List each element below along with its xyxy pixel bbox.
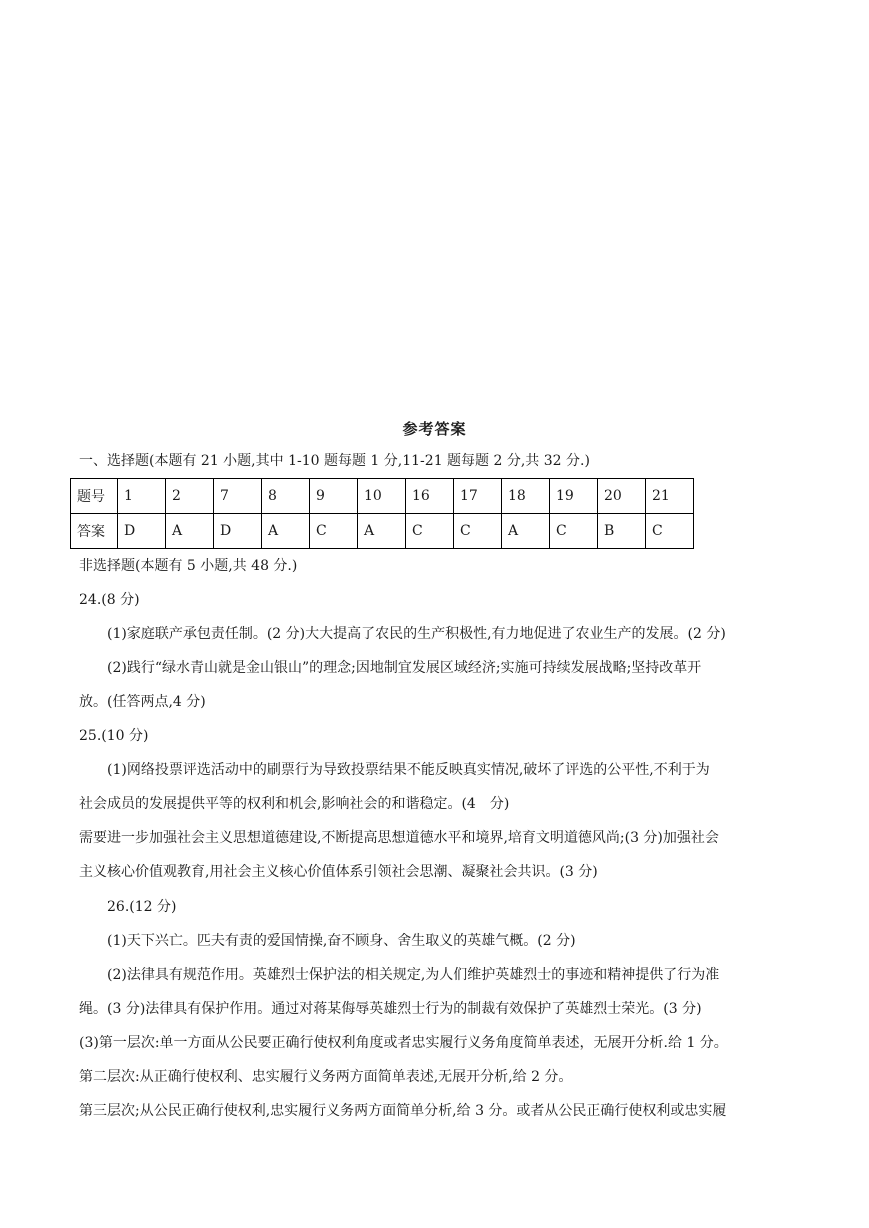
table-cell: A xyxy=(358,514,406,549)
table-cell: C xyxy=(310,514,358,549)
table-cell: 8 xyxy=(262,479,310,514)
table-cell: 18 xyxy=(502,479,550,514)
table-cell: B xyxy=(598,514,646,549)
table-cell: 10 xyxy=(358,479,406,514)
table-cell: D xyxy=(118,514,166,549)
table-row-questions xyxy=(71,479,694,514)
table-cell: 20 xyxy=(598,479,646,514)
q26-paragraph-5: 第三层次;从公民正确行使权利,忠实履行义务两方面简单分析,给 3 分。或者从公民正确行使权利或忠实履 xyxy=(79,1103,727,1119)
table-cell: 2 xyxy=(166,479,214,514)
answer-table xyxy=(70,478,694,549)
q26-title: 26.(12 分) xyxy=(107,899,177,915)
table-cell: 19 xyxy=(550,479,598,514)
q26-paragraph-4: 第二层次:从正确行使权利、忠实履行义务两方面简单表述,无展开分析,给 2 分。 xyxy=(79,1069,573,1085)
q25-title: 25.(10 分) xyxy=(79,728,149,744)
table-cell: C xyxy=(454,514,502,549)
q24-paragraph-2: (2)践行“绿水青山就是金山银山”的理念;因地制宜发展区域经济;实施可持续发展战略;坚持改革开 xyxy=(107,660,702,676)
table-cell: 16 xyxy=(406,479,454,514)
q24-paragraph-1: (1)家庭联产承包责任制。(2 分)大大提高了农民的生产积极性,有力地促进了农业生产的发展。(2 分) xyxy=(107,626,726,642)
table-cell: 9 xyxy=(310,479,358,514)
table-cell: A xyxy=(262,514,310,549)
q25-paragraph-2: 需要进一步加强社会主义思想道德建设,不断提高思想道德水平和境界,培育文明道德风尚;(3 分)加强社会 xyxy=(79,830,719,846)
table-cell: 21 xyxy=(646,479,694,514)
table-cell: C xyxy=(406,514,454,549)
table-cell: D xyxy=(214,514,262,549)
q26-paragraph-2: (2)法律具有规范作用。英雄烈士保护法的相关规定,为人们维护英雄烈士的事迹和精神提供了行为准 xyxy=(107,967,720,983)
table-cell: C xyxy=(646,514,694,549)
table-row-answers xyxy=(71,514,694,549)
q25-paragraph-1: (1)网络投票评选活动中的刷票行为导致投票结果不能反映真实情况,破坏了评选的公平性,不利于为 xyxy=(107,762,710,778)
q24-title: 24.(8 分) xyxy=(79,592,140,608)
row-label-question: 题号 xyxy=(71,479,118,514)
table-cell: 7 xyxy=(214,479,262,514)
q26-paragraph-3: (3)第一层次:单一方面从公民要正确行使权利角度或者忠实履行义务角度简单表述，无展开分析.给 1 分。 xyxy=(79,1035,728,1051)
q25-paragraph-1-cont: 社会成员的发展提供平等的权利和机会,影响社会的和谐稳定。(4 分) xyxy=(79,796,510,812)
table-cell: A xyxy=(166,514,214,549)
q25-paragraph-2-cont: 主义核心价值观教育,用社会主义核心价值体系引领社会思潮、凝聚社会共识。(3 分) xyxy=(79,864,598,880)
q26-paragraph-1: (1)天下兴亡。匹夫有责的爱国情操,奋不顾身、舍生取义的英雄气概。(2 分) xyxy=(107,933,576,949)
table-cell: A xyxy=(502,514,550,549)
table-cell: C xyxy=(550,514,598,549)
section2-heading: 非选择题(本题有 5 小题,共 48 分.) xyxy=(79,558,298,574)
q24-paragraph-2-cont: 放。(任答两点,4 分) xyxy=(79,694,206,710)
page-title: 参考答案 xyxy=(402,420,467,438)
q26-paragraph-2-cont: 绳。(3 分)法律具有保护作用。通过对蒋某侮辱英雄烈士行为的制裁有效保护了英雄烈士荣光。(3 分) xyxy=(79,1001,702,1017)
row-label-answer: 答案 xyxy=(71,514,118,549)
section1-heading: 一、选择题(本题有 21 小题,其中 1-10 题每题 1 分,11-21 题每题 2 分,共 32 分.) xyxy=(79,453,590,469)
table-cell: 17 xyxy=(454,479,502,514)
table-cell: 1 xyxy=(118,479,166,514)
